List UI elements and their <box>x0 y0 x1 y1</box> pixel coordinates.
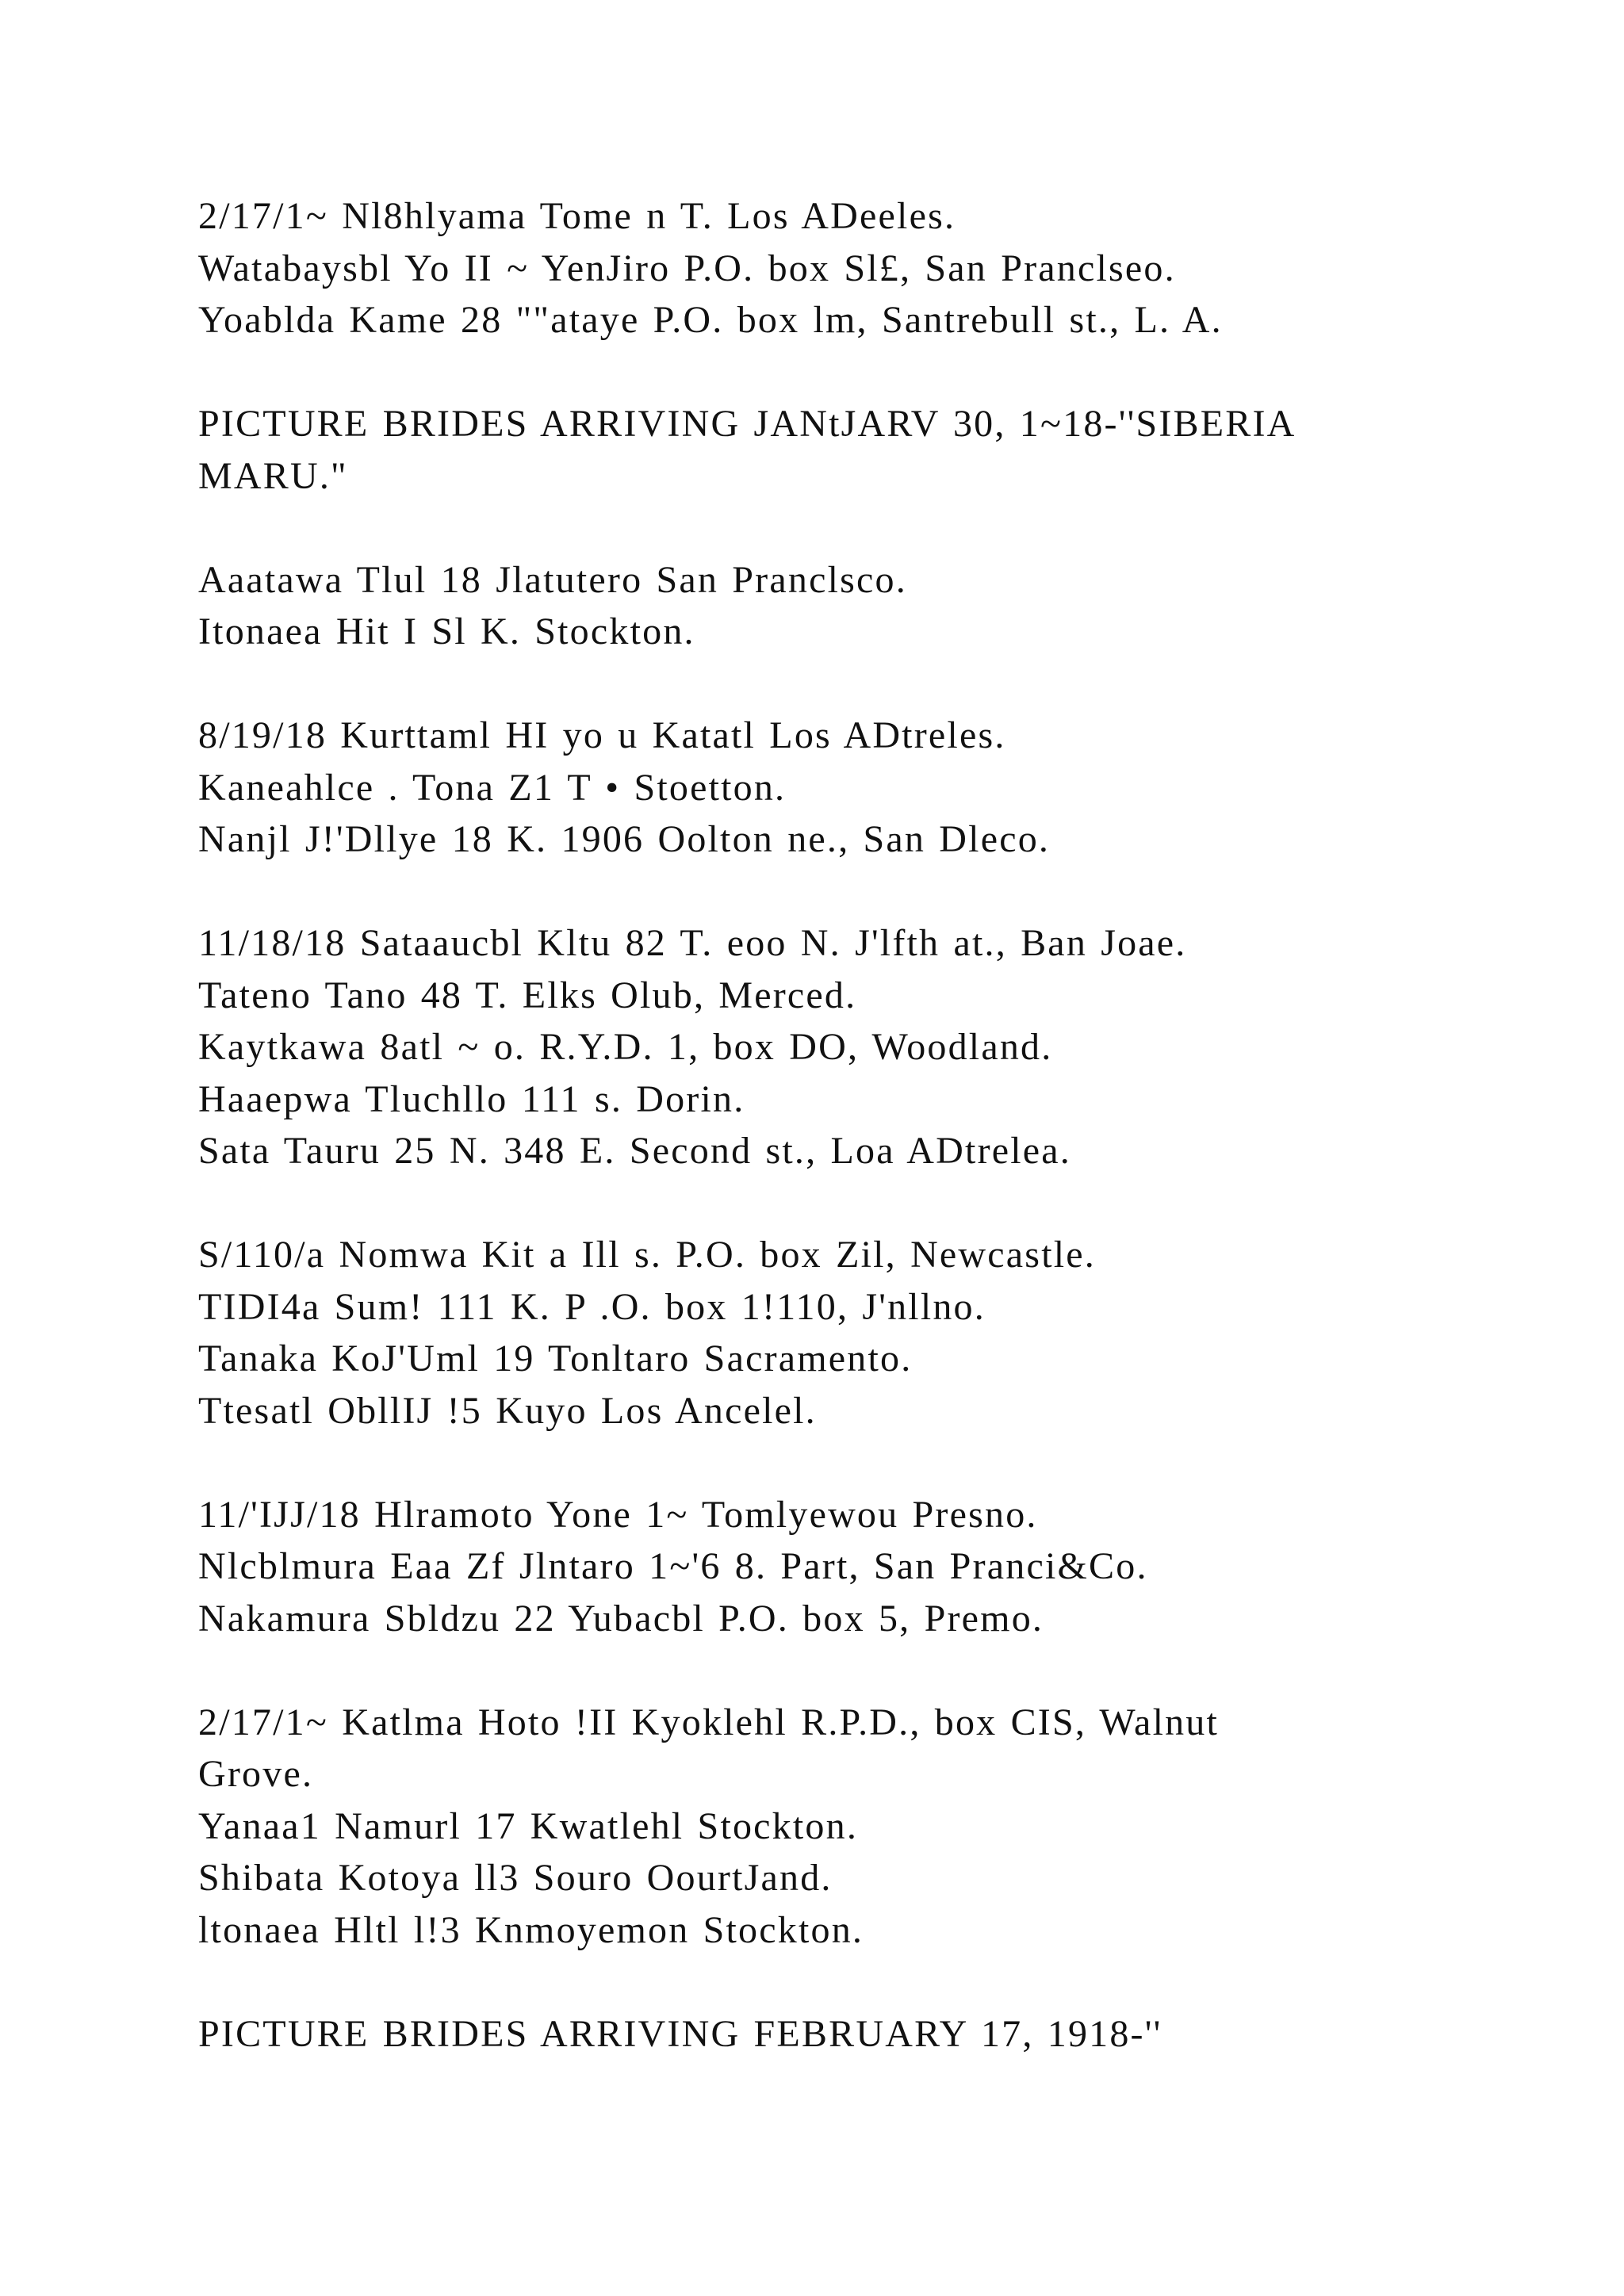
paragraph <box>198 1229 1499 1437</box>
text-line: Nanjl J!'Dllye 18 K. 1906 Oolton ne., San Dleco. <box>198 818 1051 860</box>
text-line: Nakamura Sbldzu 22 Yubacbl P.O. box 5, Premo. <box>198 1597 1044 1640</box>
text-line: 2/17/1~ Nl8hlyama Tome n T. Los ADeeles. <box>198 195 956 237</box>
text-line: PICTURE BRIDES ARRIVING FEBRUARY 17, 1918-'' <box>198 2012 1162 2055</box>
text-line: Aaatawa Tlul 18 Jlatutero San Pranclsco. <box>198 558 907 601</box>
text-line: Shibata Kotoya ll3 Souro OourtJand. <box>198 1857 833 1899</box>
paragraph <box>198 917 1499 1177</box>
section-heading <box>198 398 1499 502</box>
text-line: Watabaysbl Yo II ~ YenJiro P.O. box Sl£, San Pranclseo. <box>198 247 1176 289</box>
paragraph <box>198 710 1499 866</box>
text-line: 11/'IJJ/18 Hlramoto Yone 1~ Tomlyewou Presno. <box>198 1493 1038 1536</box>
paragraph <box>198 554 1499 658</box>
text-line: Tanaka KoJ'Uml 19 Tonltaro Sacramento. <box>198 1337 913 1380</box>
text-line: ltonaea Hltl l!3 Knmoyemon Stockton. <box>198 1908 864 1951</box>
text-line: Kaneahlce . Tona Z1 T • Stoetton. <box>198 766 787 809</box>
text-line: Yoablda Kame 28 ""ataye P.O. box lm, Santrebull st., L. A. <box>198 299 1223 341</box>
text-line: PICTURE BRIDES ARRIVING JANtJARV 30, 1~18-''SIBERIA <box>198 403 1297 445</box>
text-line: Yanaa1 Namurl 17 Kwatlehl Stockton. <box>198 1804 859 1847</box>
text-line: Tateno Tano 48 T. Elks Olub, Merced. <box>198 974 857 1016</box>
paragraph <box>198 1489 1499 1645</box>
text-line: Grove. <box>198 1753 314 1795</box>
text-line: Itonaea Hit I Sl K. Stockton. <box>198 610 695 652</box>
paragraph <box>198 190 1499 346</box>
text-line: 11/18/18 Sataaucbl Kltu 82 T. eoo N. J'lfth at., Ban Joae. <box>198 922 1187 964</box>
text-line: Sata Tauru 25 N. 348 E. Second st., Loa ADtrelea. <box>198 1130 1072 1172</box>
text-line: TIDI4a Sum! 111 K. P .O. box 1!110, J'nllno. <box>198 1285 986 1328</box>
text-line: Haaepwa Tluchllo 111 s. Dorin. <box>198 1077 745 1120</box>
text-line: Ttesatl ObllIJ !5 Kuyo Los Ancelel. <box>198 1389 817 1432</box>
text-line: 2/17/1~ Katlma Hoto !II Kyoklehl R.P.D., box CIS, Walnut <box>198 1701 1220 1743</box>
document-text <box>198 190 1499 2112</box>
text-line: Nlcblmura Eaa Zf Jlntaro 1~'6 8. Part, San Pranci&Co. <box>198 1545 1148 1587</box>
text-line: S/110/a Nomwa Kit a Ill s. P.O. box Zil, Newcastle. <box>198 1234 1096 1276</box>
text-line: Kaytkawa 8atl ~ o. R.Y.D. 1, box DO, Woodland. <box>198 1026 1053 1068</box>
section-heading <box>198 2008 1499 2061</box>
text-line: MARU." <box>198 454 348 497</box>
text-line: 8/19/18 Kurttaml HI yo u Katatl Los ADtreles. <box>198 714 1006 756</box>
paragraph <box>198 1697 1499 1957</box>
